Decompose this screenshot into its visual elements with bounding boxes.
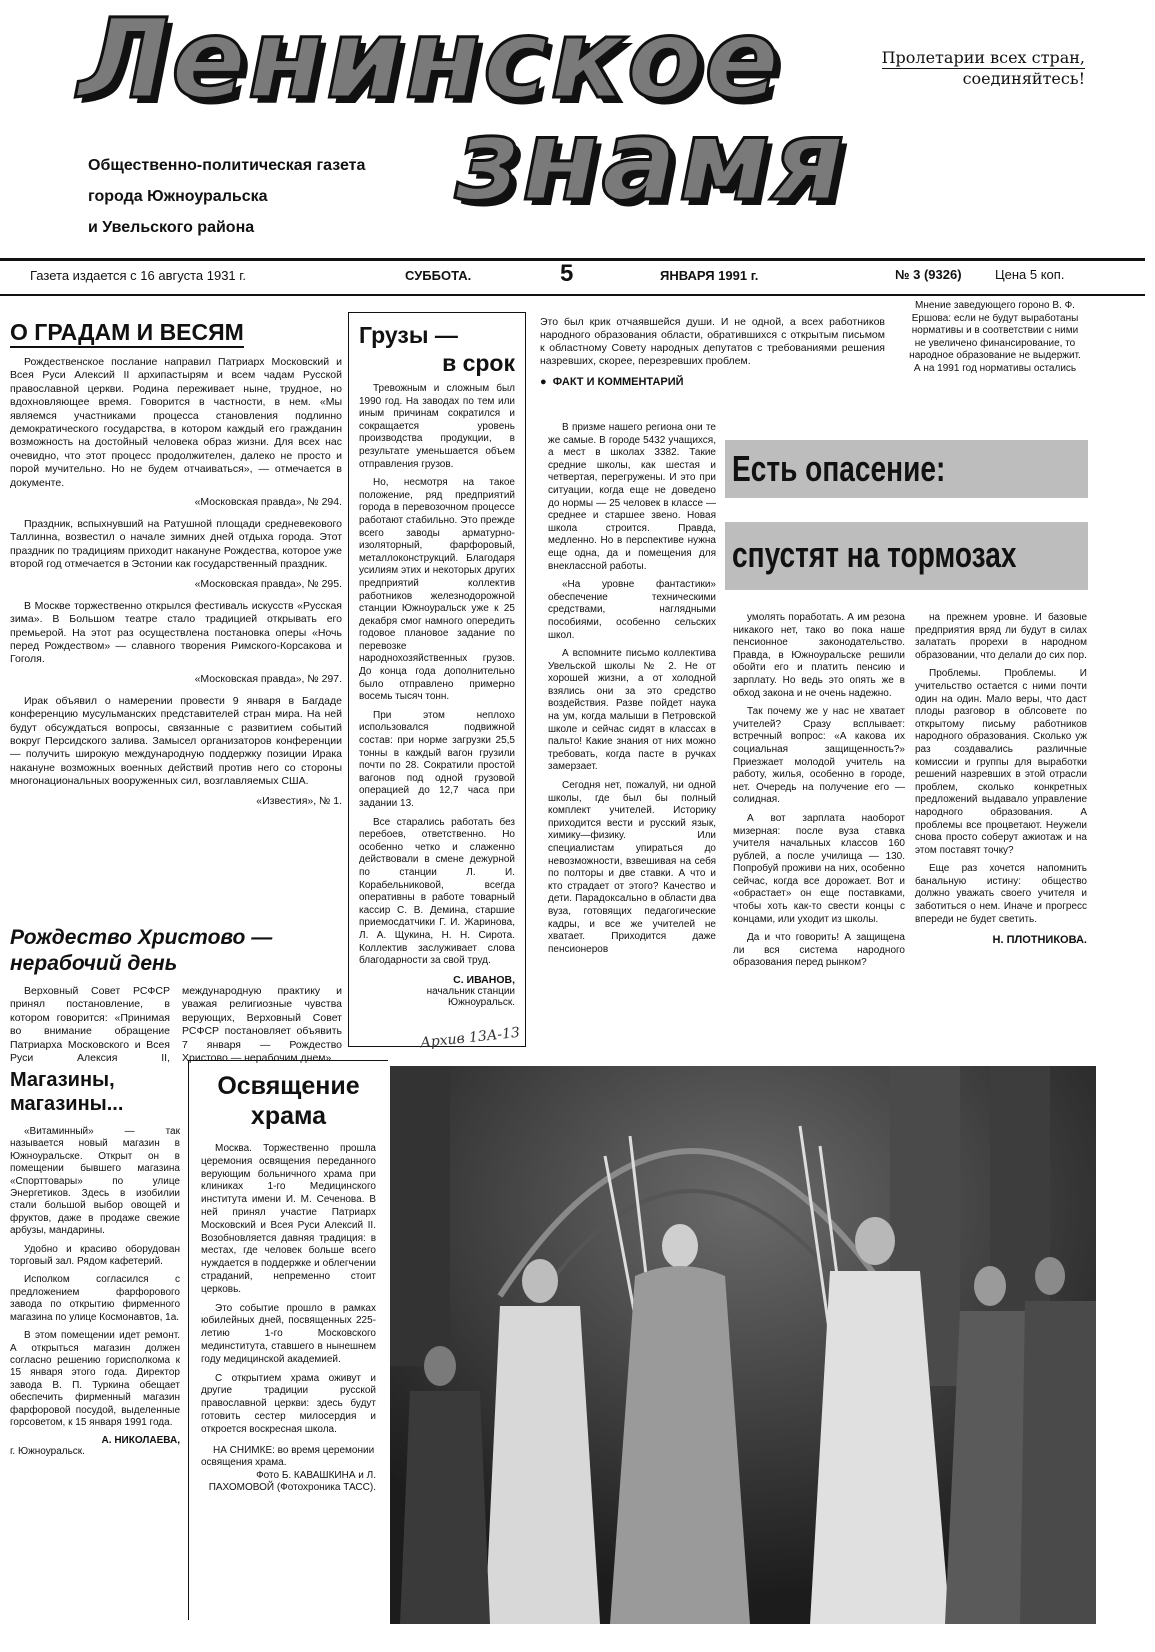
section-label: ● ФАКТ И КОММЕНТАРИЙ	[540, 376, 684, 388]
photo-credit: Фото Б. КАВАШКИНА и Л. ПАХОМОВОЙ (Фотохроника ТАСС).	[208, 1469, 376, 1494]
shops-heading	[10, 1068, 180, 1116]
shops-heading-line2: магазины...	[10, 1093, 124, 1115]
education-col-c: на прежнем уровне. И базовые предприятия вряд ли будут в силах залатать прорехи в народном образовании, что делали до сих пор. Проблемы. Проблемы. И учительство остается с ними почти один на один. Мало веры, что даст плоды разговор в облсовете по открытому письму работников народного образования. Сколько уж раз создавались различные комиссии и группы для выработки решений назревших в этой отрасли проблем, сколько конкретных предложений выдавало управление народного образования. А проблемы все процветают. Неужели снова просто соберут ажиотаж и на этом поставят точку? Еще раз хочется напомнить банальную истину: общество должно уважать своего учителя и заботиться о нем. Иначе и прогресс впереди не будет светить. Н. ПЛОТНИКОВА.	[915, 612, 1087, 947]
news-source: «Московская правда», № 294.	[194, 496, 342, 509]
christmas-heading-line1: Рождество Христово —	[10, 926, 273, 949]
temple-text: Москва. Торжественно прошла церемония освящения переданного верующим больничного храма при клиниках 1-го Медицинского института имени И. М. Сеченова. В ней принял участие Патриарх Московский и Всея Руси Алексий II. Возобновляется давняя традиция: в местах, где человек больше всего нуждается в поддержке и облегчении страданий, непременно стоит церковь. Это событие прошло в рамках юбилейных дней, посвященных 225-летию 1-го Московского мединститута, ставшего в нынешнем году медицинской академией. С открытием храма оживут и другие традиции русской православной церкви: здесь будут готовить сестер милосердия и откроется воскресная школа.	[201, 1143, 376, 1435]
motto-line1: Пролетарии всех стран,	[881, 48, 1085, 67]
news-item: Ирак объявил о намерении провести 9 января в Багдаде конференцию мусульманских представителей стран мира. На ней будут обсуждаться вопросы, связанные с развитием событий вокруг Персидского залива. Замысел организаторов конференции — получить широкую международную поддержку позиции Ирака накануне возможных военных действий против него со стороны многонациональных вооруженных сил, возглавляемых США.	[10, 694, 342, 788]
masthead-title-line2: знамя	[455, 96, 847, 226]
church-ceremony-photo	[390, 1066, 1096, 1624]
cargo-heading	[359, 321, 515, 377]
issue-number: № 3 (9326)	[895, 267, 962, 282]
education-col-b: умолять поработать. А им резона никакого нет, тако во пока наше пенсионное законодательство. Правда, в Южноуральске решили обойти его и платить пенсию и зарплату. Но ведь это опять же в обход закона и не очень надежно. Так почему же у нас не хватает учителей? Сразу всплывает: встречный вопрос: «А какова их социальная защищенность?» Приезжает молодой учитель на работу, жилья, особенно в городе, нет. Очередь на получение его — солидная. А вот зарплата наоборот мизерная: после вуза ставка учителя начальных классов 160 рублей, а после училища — 130. Попробуй проживи на них, особенно сейчас, когда все дорожает. Вот и «обрастает» он еще поставками, чтобы хоть как-то свести концы с концами, или уходит из школы. Да и что говорить! А защищена ли вся система народного образования перед рынком?	[733, 612, 905, 969]
cargo-signature: С. ИВАНОВ,	[453, 973, 515, 986]
subtitle-line2: города Южноуральска	[88, 188, 268, 205]
temple-heading-line1: Освящение	[217, 1072, 360, 1100]
weekday: СУББОТА.	[405, 268, 472, 283]
dateline	[0, 262, 1145, 290]
handwritten-note: Архив 13А-13	[419, 1024, 521, 1052]
masthead-subtitle	[88, 150, 448, 243]
shops-signature: А. НИКОЛАЕВА,	[101, 1435, 180, 1447]
temple-heading-line2: храма	[250, 1102, 327, 1130]
christmas-heading-line2: нерабочий день	[10, 952, 178, 975]
founded-date: Газета издается с 16 августа 1931 г.	[30, 268, 247, 283]
subtitle-line3: и Увельского района	[88, 219, 255, 236]
christmas-heading	[10, 925, 342, 977]
news-source: «Известия», № 1.	[256, 794, 342, 807]
news-source: «Московская правда», № 297.	[194, 672, 342, 685]
masthead	[0, 0, 1155, 262]
cargo-article	[348, 312, 526, 1047]
education-intro: Это был крик отчаявшейся души. И не одной, а всех работников народного образования области, обратившихся с открытым письмом к областному Совету народных депутатов с требованиями решения назревших, скорее, перезревших проблем. ● ФАКТ И КОММЕНТАРИЙ	[540, 316, 885, 388]
cargo-text: Тревожным и сложным был 1990 год. На заводах по тем или иным причинам сократился и сокращается уровень производства продукции, в результате уменьшается объем отправления грузов. Но, несмотря на такое положение, ряд предприятий города в перевозочном процессе работают стабильно. Это прежде всего заводы арматурно-изоляторный, фарфоровый, металлоконструкций. Благодаря усилиям этих и некоторых других предприятий коллектив работников железнодорожной станции Южноуральск уже к 25 декабря смог намного опередить годовое плановое задание по перевозке народнохозяйственных грузов. До конца года дополнительно было отправлено примерно восемь тысяч тонн. При этом неплохо использовался подвижной состав: при норме загрузки 25,5 тонны в каждый вагон грузили почти по 28. Сократили простой вагонов под одной грузовой операцией до 12,7 часа при задании 13. Все старались работать без перебоев, ответственно. Но особенно четко и слаженно действовали в смене дежурной по станции Л. И. Корабельниковой, всегда оперативны в работе товарный кассир С. В. Демина, старшие приемосдатчики Г. И. Жаринова, Л. А. Щукина, Н. Н. Сирота. Коллектив заслуживает слова благодарности за свой труд.	[359, 383, 515, 967]
shops-heading-line1: Магазины,	[10, 1069, 115, 1091]
temple-photo	[390, 1066, 1096, 1624]
photo-caption: НА СНИМКЕ: во время церемонии освящения храма.	[201, 1444, 375, 1469]
christmas-article	[10, 925, 342, 1065]
news-item: В Москве торжественно открылся фестиваль искусств «Русская зима». В Большом театре стало традицией открывать его премьерой. На этот раз осуществлена постановка оперы «Ночь перед Рождеством» — славного творения Римского-Корсакова и Гоголя.	[10, 599, 342, 666]
news-digest	[10, 318, 342, 817]
temple-heading	[201, 1071, 376, 1131]
price: Цена 5 коп.	[995, 267, 1065, 282]
subtitle-line1: Общественно-политическая газета	[88, 157, 366, 174]
bullet-icon: ●	[540, 376, 553, 388]
shops-signature-place: г. Южноуральск.	[10, 1446, 85, 1458]
news-source: «Московская правда», № 295.	[194, 577, 342, 590]
motto-line2: соединяйтесь!	[962, 69, 1085, 88]
temple-article	[188, 1060, 388, 1620]
education-col-a: В призме нашего региона они те же самые. В городе 5432 учащихся, а мест в школах 3382. Такие средние школы, как шестая и четвертая, перегружены. И это при ситуации, когда еще не доведено до нормы — 25 человек в классе — среднее и старшее звено. Новая школа строится. Правда, медленно. Но в перспективе нужна еще одна, да и помещения для внеклассной работы. «На уровне фантастики» обеспечение техническими средствами, наглядными пособиями, особенно сельских школ. А вспомните письмо коллектива Увельской школы № 2. Не от хорошей жизни, а от холодной взялись они за это средство воздействия. Разве пойдет наука на ум, когда малыши в Петровской школе и сейчас сидят в классах в пальто! Какие знания от них можно требовать, когда пасте в ручках замерзает. Сегодня нет, пожалуй, ни одной школы, где был бы полный комплект учителей. Историку приходится вести и русский язык, химику—физику. Или специалистам упираться до невозможности, взвешивая на себя по полторы и две ставки. А что и кто страдает от этого? Качество и дети. Парадоксально в области два вуза, готовящих педагогические кадры, и все же учителей не хватает. Приходится даже пенсионеров	[548, 422, 716, 955]
education-col-c-top: Мнение заведующего гороно В. Ф. Ершова: если не будут выработаны нормативы и в соответствии с ними не увеличено финансирование, то народное образование не выдержит. А на 1991 год нормативы остались	[909, 300, 1081, 374]
education-heading-line2: спустят на тормозах	[732, 534, 1017, 575]
news-item: Рождественское послание направил Патриарх Московский и Всея Руси Алексий II архипастырям и всем чадам Русской православной церкви. Родина переживает ныне, трудное, но вдохновляющее время. Говорится в частности, в нем. «Мы являемся участниками процесса становления подлинно демократического государства, в котором каждый его гражданин возможность на достойный человека образ жизни. Для всех нас очевидно, что этот процесс продолжителен, далеко не просто и порой мучительно. Но не будем отчаиваться», — отмечается в документе.	[10, 356, 342, 489]
cargo-heading-line1: Грузы —	[359, 322, 458, 348]
dateline-rule	[0, 294, 1145, 296]
cargo-signature-role: начальник станции Южноуральск.	[426, 985, 515, 1008]
christmas-text: Верховный Совет РСФСР принял постановление, в котором говорится: «Принимая во внимание обращение Патриарха Московского и Всея Руси Алексия II, международную практику и уважая религиозные чувства верующих, Верховный Совет РСФСР постановляет объявить 7 января — Рождество Христово — нерабочим днем».	[10, 985, 342, 1065]
news-digest-heading: О ГРАДАМ И ВЕСЯМ	[10, 318, 244, 348]
day-number: 5	[560, 260, 574, 287]
education-heading-line1: Есть опасение:	[732, 448, 946, 489]
motto	[860, 48, 1085, 89]
shops-text: «Витаминный» — так называется новый магазин в Южноуральске. Открыт он в помещении бывшего магазина «Спорттовары» по улице Энергетиков. Здесь в изобилии стали большой выбор овощей и фруктов, даже в продаже свежие арбузы, мандарины. Удобно и красиво оборудован торговый зал. Рядом кафетерий. Исполком согласился с предложением фарфорового завода по открытию фирменного магазина по улице Космонавтов, 1а. В этом помещении идет ремонт. А открыться магазин должен согласно решению горисполкома к 15 января этого года. Директор завода В. П. Туркина обещает обеспечить фирменный магазин фарфоровой посудой, выделенные горсоветом, к 15 января 1991 года.	[10, 1126, 180, 1428]
education-signature: Н. ПЛОТНИКОВА.	[992, 934, 1087, 947]
shops-article	[10, 1068, 180, 1457]
cargo-heading-line2: в срок	[442, 350, 515, 376]
masthead-title-line1: Ленинское	[78, 0, 782, 123]
news-item: Праздник, вспыхнувший на Ратушной площади средневекового Таллинна, возвестил о начале зимних дней отдыха города. Этот праздник по традициям приходит накануне Рождества, которое уже второй год отмечается в Эстонии как государственный праздник.	[10, 518, 342, 571]
month-year: ЯНВАРЯ 1991 г.	[660, 268, 759, 283]
